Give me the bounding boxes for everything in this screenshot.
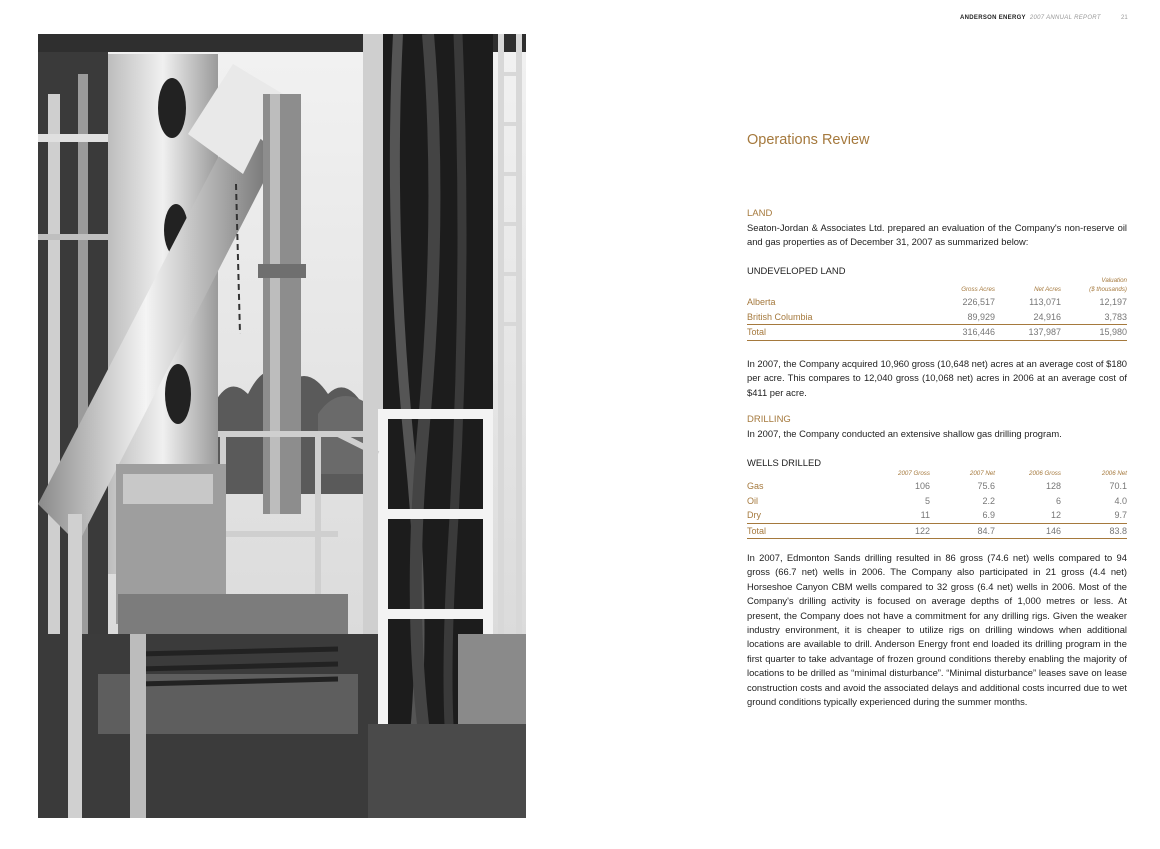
cell: 137,987	[1028, 327, 1061, 337]
cell: 122	[914, 525, 930, 536]
report-name: 2007 ANNUAL REPORT	[1029, 15, 1101, 21]
cell: 146	[1045, 525, 1061, 536]
page-title: Operations Review	[747, 132, 870, 148]
row-label: Alberta	[747, 297, 776, 307]
cell: 316,446	[962, 327, 995, 337]
page-number: 21	[1121, 15, 1128, 21]
row-label: Dry	[747, 510, 761, 520]
cell: 15,980	[1099, 327, 1127, 337]
cell: 9.7	[1114, 510, 1127, 520]
land-paragraph: In 2007, the Company acquired 10,960 gross (10,648 net) acres at an average cost of $180 per acre. This compares to 12,040 gross (10,068 net) acres in 2006 at an average cost of $411 per acre.	[747, 358, 1127, 398]
land-section-label: LAND	[747, 208, 773, 219]
cell: 3,783	[1104, 311, 1127, 322]
row-label: Gas	[747, 481, 764, 491]
table-total-row	[747, 324, 1127, 341]
cell: 89,929	[967, 311, 995, 322]
row-label: Total	[747, 525, 767, 536]
cell: 5	[924, 495, 930, 506]
cell: 2.2	[982, 495, 995, 506]
column-header: ($ thousands)	[1089, 286, 1127, 293]
table-row	[747, 479, 1127, 494]
table-header-row	[747, 285, 1127, 295]
column-header: Valuation	[1101, 277, 1127, 284]
row-label: British Columbia	[747, 311, 813, 322]
row-label: Total	[747, 327, 767, 337]
running-header	[960, 15, 1101, 21]
table-total-row	[747, 523, 1127, 540]
column-header: 2007 Gross	[898, 470, 930, 477]
table-row	[747, 310, 1127, 325]
table-row	[747, 295, 1127, 310]
cell: 4.0	[1114, 495, 1127, 506]
cell: 6.9	[982, 510, 995, 520]
table-row	[747, 494, 1127, 509]
cell: 24,916	[1033, 311, 1061, 322]
cell: 6	[1055, 495, 1061, 506]
cell: 226,517	[962, 297, 995, 307]
cell: 106	[914, 481, 930, 491]
wells-drilled-table	[747, 469, 1127, 539]
cell: 113,071	[1029, 297, 1061, 307]
column-header: Gross Acres	[961, 286, 995, 293]
row-label: Oil	[747, 495, 758, 506]
cell: 128	[1045, 481, 1061, 491]
drilling-paragraph: In 2007, Edmonton Sands drilling resulted in 86 gross (74.6 net) wells compared to 94 gross (66.7 net) wells in 2006. The Company also participated in 21 gross (4.4 net) Horseshoe Canyon CBM wells compared to 32 gross (6.4 net) wells in 2006. Most of the Company's drilling activity is focused on average depths of 1,000 metres or less. At present, the Company does not have a commitment for any drilling rigs. Given the weaker industry environment, it is cheaper to utilize rigs on drilling windows when additional locations are available to drill. Anderson Energy front end loaded its drilling program in the first quarter to take advantage of frozen ground conditions thereby enabling the majority of locations to be drilled as “minimal disturbance”. “Minimal disturbance” leases save on lease construction costs and avoid the associated delays and additional costs incurred due to wet ground conditions typically experienced during the summer months.	[747, 552, 1127, 708]
drilling-intro: In 2007, the Company conducted an extensive shallow gas drilling program.	[747, 428, 1062, 439]
undeveloped-land-table	[747, 276, 1127, 341]
undeveloped-land-title: UNDEVELOPED LAND	[747, 265, 846, 276]
cell: 84.7	[977, 525, 995, 536]
cell: 70.1	[1109, 481, 1127, 491]
wells-drilled-title: WELLS DRILLED	[747, 457, 821, 468]
cell: 83.8	[1109, 525, 1127, 536]
drilling-rig-photo	[38, 34, 526, 818]
column-header: 2007 Net	[969, 470, 995, 477]
company-name: ANDERSON ENERGY	[960, 15, 1026, 21]
column-header: 2006 Net	[1101, 470, 1127, 477]
table-header-row	[747, 276, 1127, 285]
cell: 75.6	[977, 481, 995, 491]
drilling-rig-illustration	[38, 34, 526, 818]
land-intro: Seaton-Jordan & Associates Ltd. prepared an evaluation of the Company's non-reserve oil and gas properties as of December 31, 2007 as summarized below:	[747, 222, 1127, 248]
cell: 12,197	[1099, 297, 1127, 307]
column-header: 2006 Gross	[1029, 470, 1061, 477]
cell: 11	[920, 510, 930, 520]
table-row	[747, 508, 1127, 523]
drilling-section-label: DRILLING	[747, 414, 791, 425]
column-header: Net Acres	[1034, 286, 1061, 293]
cell: 12	[1050, 510, 1061, 520]
table-header-row	[747, 469, 1127, 479]
